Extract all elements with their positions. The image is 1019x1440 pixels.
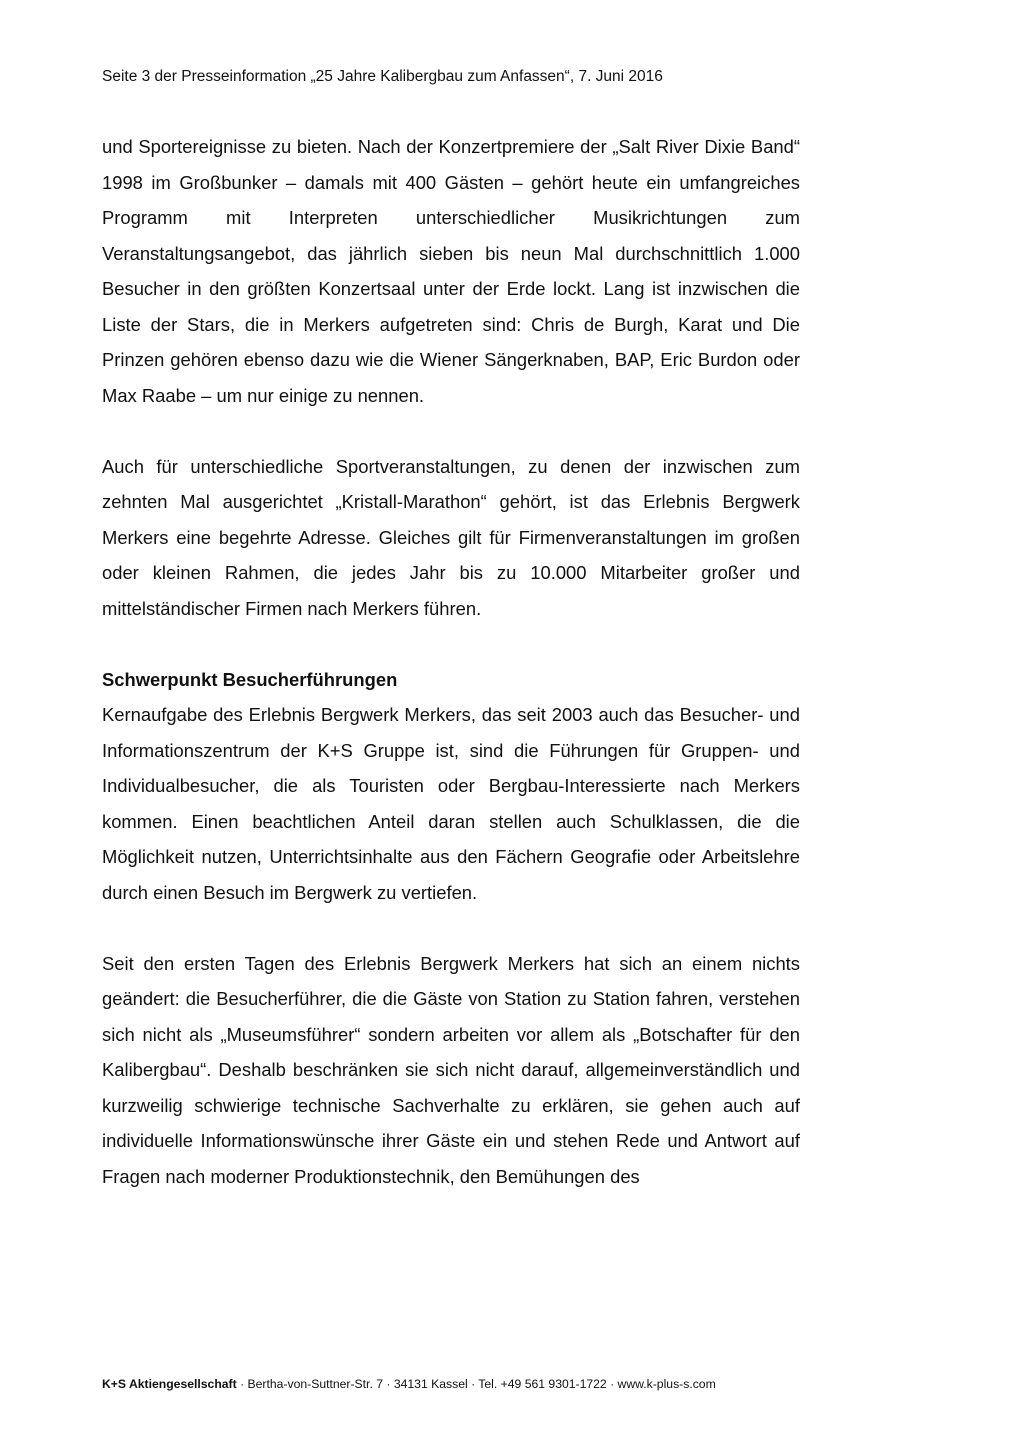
footer-details: · Bertha-von-Suttner-Str. 7 · 34131 Kassel · Tel. +49 561 9301-1722 · www.k-plus-s.com: [236, 1377, 716, 1391]
paragraph-guides: Seit den ersten Tagen des Erlebnis Bergwerk Merkers hat sich an einem nichts geändert: die Besucherführer, die die Gäste von Station zu Station fahren, verstehen sich nicht als „Museumsführer“ sondern arbeiten vor allem als „Botschafter für den Kalibergbau“. Deshalb beschränken sie sich nicht darauf, allgemeinverständlich und kurzweilig schwierige technische Sachverhalte zu erklären, sie gehen auch auf individuelle Informationswünsche ihrer Gäste ein und stehen Rede und Antwort auf Fragen nach moderner Produktionstechnik, den Bemühungen des: [102, 952, 800, 1187]
page-footer: [102, 1375, 716, 1393]
paragraph-concerts: und Sportereignisse zu bieten. Nach der Konzertpremiere der „Salt River Dixie Band“ 1998 im Großbunker – damals mit 400 Gästen – gehört heute ein umfangreiches Programm mit Interpreten unterschiedlicher Musikrichtungen zum Veranstaltungsangebot, das jährlich sieben bis neun Mal durchschnittlich 1.000 Besucher in den größten Konzertsaal unter der Erde lockt. Lang ist inzwischen die Liste der Stars, die in Merkers aufgetreten sind: Chris de Burgh, Karat und Die Prinzen gehören ebenso dazu wie die Wiener Sängerknaben, BAP, Eric Burdon oder Max Raabe – um nur einige zu nennen.: [102, 136, 800, 406]
page-header: Seite 3 der Presseinformation „25 Jahre Kalibergbau zum Anfassen“, 7. Juni 2016: [102, 68, 663, 85]
section-heading: Schwerpunkt Besucherführungen: [102, 668, 398, 690]
paragraph-core-task: Kernaufgabe des Erlebnis Bergwerk Merkers, das seit 2003 auch das Besucher- und Informationszentrum der K+S Gruppe ist, sind die Führungen für Gruppen- und Individualbesucher, die als Touristen oder Bergbau-Interessierte nach Merkers kommen. Einen beachtlichen Anteil daran stellen auch Schulklassen, die die Möglichkeit nutzen, Unterrichtsinhalte aus den Fächern Geografie oder Arbeitslehre durch einen Besuch im Bergwerk zu vertiefen.: [102, 704, 800, 903]
paragraph-sports-events: Auch für unterschiedliche Sportveranstaltungen, zu denen der inzwischen zum zehnten Mal ausgerichtet „Kristall-Marathon“ gehört, ist das Erlebnis Bergwerk Merkers eine begehrte Adresse. Gleiches gilt für Firmenveranstaltungen im großen oder kleinen Rahmen, die jedes Jahr bis zu 10.000 Mitarbeiter großer und mittelständischer Firmen nach Merkers führen.: [102, 455, 800, 619]
footer-company: K+S Aktiengesellschaft: [102, 1377, 237, 1391]
body-content: [102, 129, 800, 1230]
